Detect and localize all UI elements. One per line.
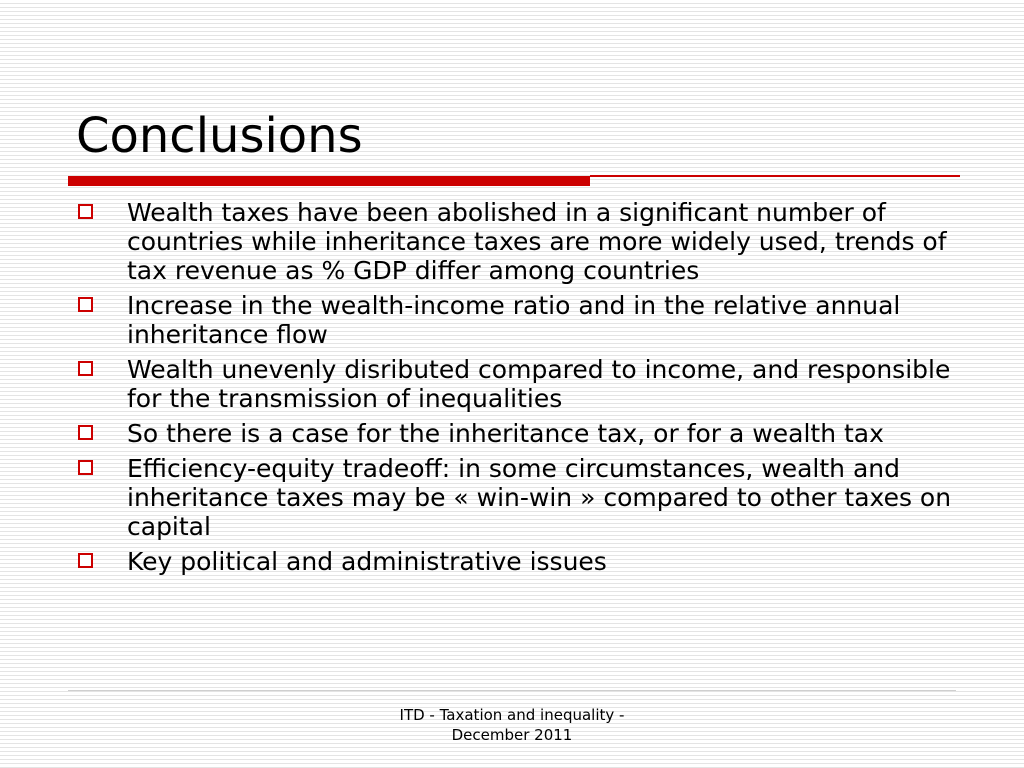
title-underline-thin	[590, 175, 960, 177]
hollow-square-bullet-icon	[78, 553, 93, 568]
footer-line-2: December 2011	[451, 726, 573, 744]
bullet-text: Wealth unevenly disributed compared to income, and responsible for the transmission of inequalities	[127, 355, 951, 413]
footer-line-1: ITD - Taxation and inequality -	[399, 706, 625, 724]
hollow-square-bullet-icon	[78, 460, 93, 475]
list-item	[76, 547, 956, 576]
bullet-text: Wealth taxes have been abolished in a significant number of countries while inheritance taxes are more widely used, trends of tax revenue as % GDP differ among countries	[127, 198, 947, 285]
hollow-square-bullet-icon	[78, 425, 93, 440]
bullet-text: Efficiency-equity tradeoff: in some circumstances, wealth and inheritance taxes may be « win-win » compared to other taxes on capital	[127, 454, 952, 541]
title-underline-thick	[68, 176, 590, 186]
bullet-list	[76, 198, 956, 582]
bullet-text: Key political and administrative issues	[127, 547, 607, 576]
hollow-square-bullet-icon	[78, 204, 93, 219]
list-item	[76, 198, 956, 285]
bullet-text: So there is a case for the inheritance tax, or for a wealth tax	[127, 419, 884, 448]
list-item	[76, 454, 956, 541]
list-item	[76, 291, 956, 349]
list-item	[76, 419, 956, 448]
footer-divider	[68, 690, 956, 691]
hollow-square-bullet-icon	[78, 361, 93, 376]
bullet-text: Increase in the wealth-income ratio and in the relative annual inheritance flow	[127, 291, 901, 349]
hollow-square-bullet-icon	[78, 297, 93, 312]
list-item	[76, 355, 956, 413]
slide-title: Conclusions	[76, 108, 363, 164]
slide-footer	[362, 705, 662, 745]
